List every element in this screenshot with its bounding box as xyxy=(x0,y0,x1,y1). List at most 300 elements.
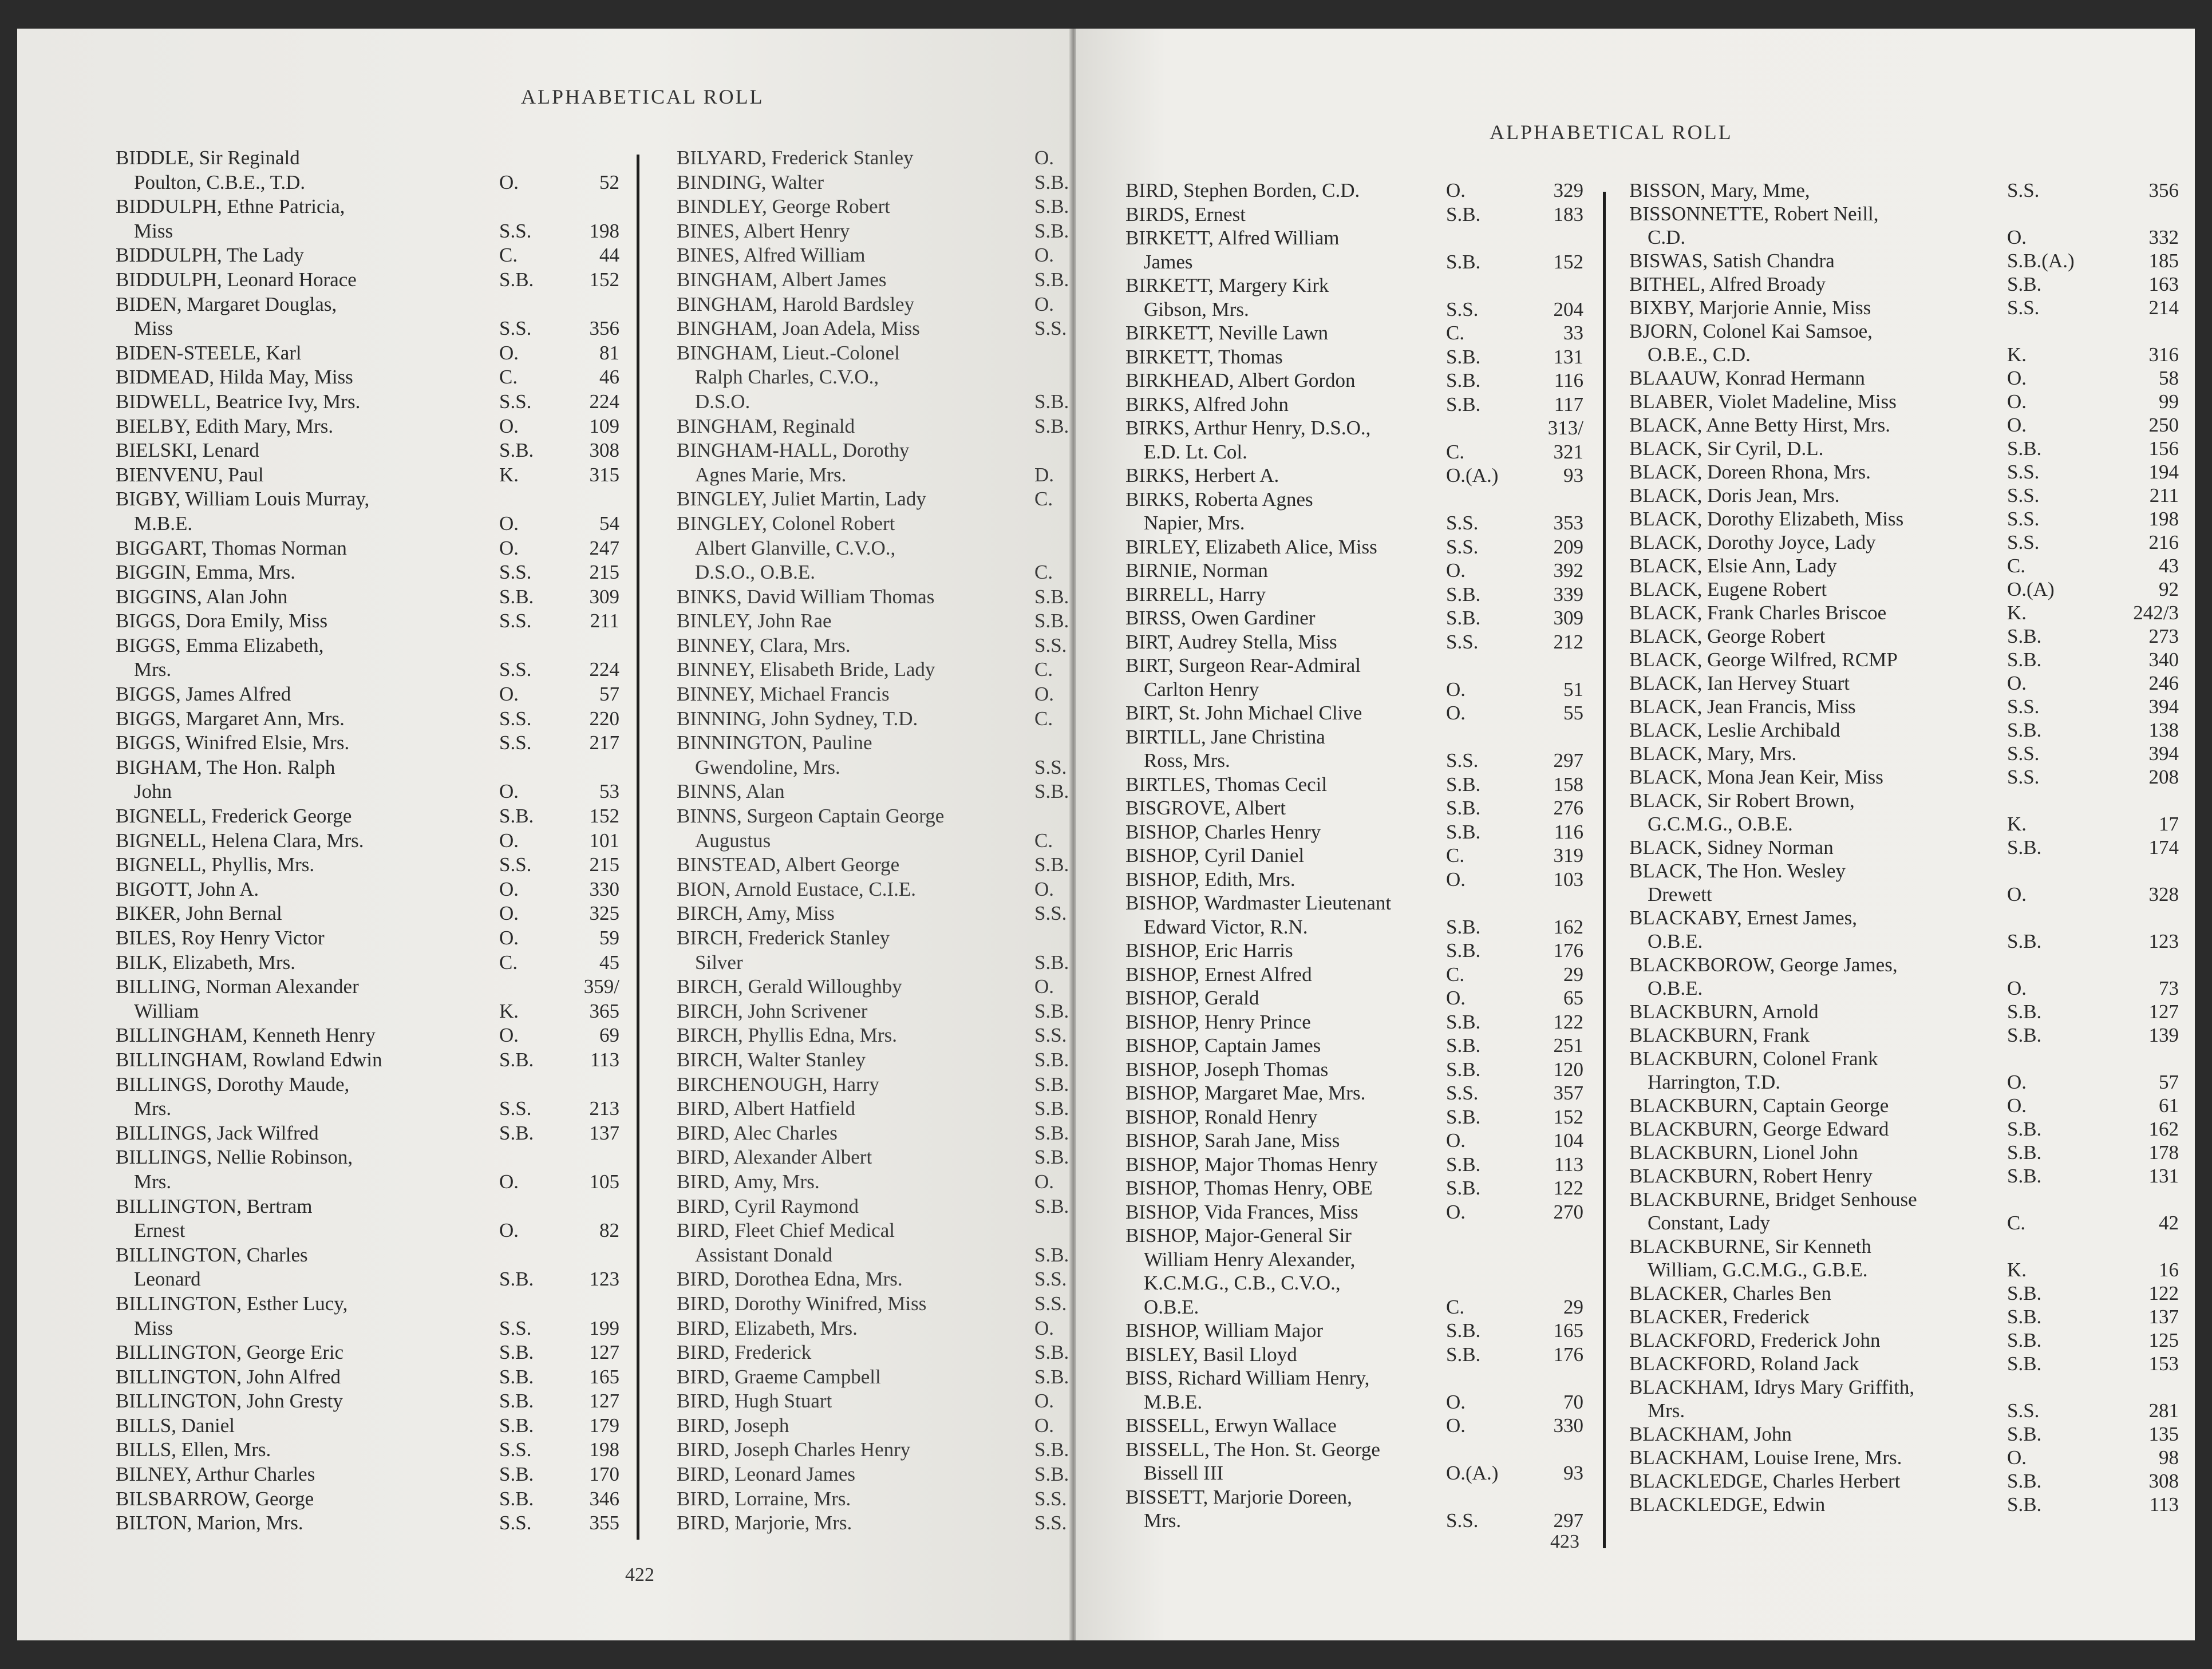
roll-entry xyxy=(1629,202,2179,226)
entry-rank: S.B. xyxy=(1034,171,1069,193)
roll-entry xyxy=(116,219,619,244)
entry-name: D.S.O. xyxy=(695,390,750,413)
roll-entry xyxy=(1125,891,1583,915)
entry-rank: C. xyxy=(1446,440,1465,463)
entry-name: BIGBY, William Louis Murray, xyxy=(116,488,370,511)
entry-rank: C. xyxy=(1446,963,1465,986)
entry-page-ref: 122 xyxy=(1553,1177,1583,1199)
entry-page-ref: 57 xyxy=(2159,1071,2179,1093)
roll-entry xyxy=(1629,695,2179,718)
entry-rank: S.B. xyxy=(1034,414,1069,437)
entry-name: BLABER, Violet Madeline, Miss xyxy=(1629,390,1897,413)
entry-page-ref: 53 xyxy=(599,780,619,803)
entry-page-ref: 309 xyxy=(589,585,619,608)
roll-entry xyxy=(116,1414,619,1438)
entry-rank: S.B. xyxy=(1034,1195,1069,1217)
roll-entry xyxy=(116,1121,619,1146)
entry-page-ref: 101 xyxy=(589,829,619,852)
entry-page-ref: 123 xyxy=(589,1268,619,1291)
roll-entry xyxy=(677,219,1069,244)
roll-entry xyxy=(116,999,619,1024)
entry-rank: O. xyxy=(499,536,519,559)
entry-name: BIRLEY, Elizabeth Alice, Miss xyxy=(1125,535,1377,558)
entry-name: BLACK, Doris Jean, Mrs. xyxy=(1629,484,1840,507)
entry-rank: O.(A.) xyxy=(1446,1462,1499,1484)
entry-name: BIRTILL, Jane Christina xyxy=(1125,725,1325,748)
entry-rank: O. xyxy=(1034,292,1054,315)
entry-page-ref: 163 xyxy=(2148,273,2179,295)
entry-page-ref: 153 xyxy=(2148,1352,2179,1375)
roll-entry xyxy=(1629,648,2179,671)
roll-entry xyxy=(677,634,1066,658)
entry-name: M.B.E. xyxy=(134,512,193,535)
roll-entry xyxy=(116,365,619,390)
roll-entry xyxy=(1629,1023,2179,1047)
entry-name: BLACK, Mary, Mrs. xyxy=(1629,742,1797,765)
roll-entry xyxy=(677,901,1066,926)
entry-name: BIRKS, Arthur Henry, D.S.O., xyxy=(1125,417,1371,439)
entry-rank: O. xyxy=(2007,1446,2027,1469)
entry-name: BISLEY, Basil Lloyd xyxy=(1125,1343,1297,1366)
roll-entry xyxy=(1125,654,1583,678)
entry-rank: S.B. xyxy=(2007,719,2042,741)
entry-rank: S.S. xyxy=(499,1316,532,1339)
entry-name: BIDMEAD, Hilda May, Miss xyxy=(116,366,353,389)
entry-page-ref: 29 xyxy=(1563,1295,1583,1318)
roll-entry xyxy=(116,1292,619,1316)
entry-name: William xyxy=(134,999,199,1022)
roll-entry xyxy=(116,1267,619,1292)
entry-rank: S.S. xyxy=(1446,749,1479,772)
roll-entry xyxy=(116,438,619,463)
entry-name: BIRKETT, Neville Lawn xyxy=(1125,322,1329,344)
entry-rank: S.S. xyxy=(1034,317,1067,340)
roll-entry xyxy=(1629,1305,2179,1328)
entry-page-ref: 365 xyxy=(589,999,619,1022)
roll-entry xyxy=(1629,390,2179,413)
entry-rank: S.S. xyxy=(1446,1509,1479,1532)
entry-rank: O. xyxy=(499,683,519,706)
entry-name: BISHOP, William Major xyxy=(1125,1319,1324,1342)
roll-entry xyxy=(1125,1414,1583,1438)
entry-name: BIRKS, Alfred John xyxy=(1125,393,1289,416)
entry-name: BIRD, Lorraine, Mrs. xyxy=(677,1487,851,1510)
roll-entry xyxy=(1629,1235,2179,1258)
entry-name: BIRD, Dorothy Winifred, Miss xyxy=(677,1292,927,1315)
roll-entry xyxy=(1629,1469,2179,1493)
entry-name: BISHOP, Gerald xyxy=(1125,987,1259,1009)
entry-page-ref: 297 xyxy=(1553,1509,1583,1532)
roll-entry xyxy=(1125,393,1583,417)
entry-name: BISHOP, Margaret Mae, Mrs. xyxy=(1125,1082,1366,1104)
entry-name: BIRCH, Phyllis Edna, Mrs. xyxy=(677,1024,898,1047)
entry-name: BLACK, Eugene Robert xyxy=(1629,578,1827,600)
entry-rank: S.S. xyxy=(2007,484,2040,507)
entry-name: BIGOTT, John A. xyxy=(116,877,259,900)
entry-name: BISSON, Mary, Mme, xyxy=(1629,179,1810,201)
entry-rank: O. xyxy=(2007,414,2027,436)
roll-entry xyxy=(1125,820,1583,844)
roll-entry xyxy=(1629,601,2179,624)
entry-page-ref: 152 xyxy=(589,805,619,828)
roll-entry xyxy=(1629,437,2179,460)
entry-page-ref: 319 xyxy=(1553,844,1583,867)
entry-rank: S.S. xyxy=(2007,179,2040,201)
entry-page-ref: 179 xyxy=(589,1414,619,1437)
roll-entry xyxy=(677,414,1069,439)
entry-name: BLACK, Mona Jean Keir, Miss xyxy=(1629,766,1883,788)
roll-entry xyxy=(116,195,619,219)
entry-name: BINGHAM, Harold Bardsley xyxy=(677,292,915,315)
roll-entry xyxy=(1125,1058,1583,1082)
entry-rank: S.B. xyxy=(1034,1121,1069,1144)
entry-name: BIRD, Graeme Campbell xyxy=(677,1365,881,1388)
entry-name: John xyxy=(134,780,172,803)
roll-entry xyxy=(116,829,619,853)
entry-page-ref: 57 xyxy=(599,683,619,706)
entry-rank: S.B. xyxy=(1034,585,1069,608)
roll-entry xyxy=(1629,460,2179,484)
entry-page-ref: 113 xyxy=(590,1048,619,1071)
roll-entry xyxy=(1125,583,1583,607)
entry-name: Bissell III xyxy=(1144,1462,1224,1484)
entry-rank: O. xyxy=(499,1170,519,1193)
roll-entry xyxy=(116,1243,619,1268)
roll-entry xyxy=(677,292,1066,317)
roll-entry xyxy=(677,926,1066,951)
entry-page-ref: 346 xyxy=(589,1487,619,1510)
entry-page-ref: 212 xyxy=(1553,630,1583,653)
entry-rank: S.B. xyxy=(1446,1010,1481,1033)
entry-rank: S.B. xyxy=(1034,780,1069,803)
entry-rank: S.B. xyxy=(1446,1177,1481,1199)
column-3 xyxy=(1125,179,1583,1533)
entry-name: BILLINGS, Nellie Robinson, xyxy=(116,1146,353,1169)
entry-page-ref: 82 xyxy=(599,1219,619,1242)
entry-page-ref: 215 xyxy=(589,561,619,584)
entry-name: O.B.E. xyxy=(1648,977,1703,999)
entry-page-ref: 356 xyxy=(2148,179,2179,201)
entry-rank: S.B. xyxy=(499,439,534,462)
entry-name: BLACK, Sir Robert Brown, xyxy=(1629,789,1855,812)
entry-name: BILSBARROW, George xyxy=(116,1487,314,1510)
entry-rank: O. xyxy=(1446,702,1466,724)
entry-rank: O. xyxy=(499,414,519,437)
roll-entry xyxy=(116,756,619,780)
roll-entry xyxy=(1125,535,1583,559)
entry-page-ref: 51 xyxy=(1563,678,1583,701)
entry-rank: O. xyxy=(499,780,519,803)
entry-page-ref: 44 xyxy=(599,244,619,267)
entry-page-ref: 33 xyxy=(1563,322,1583,344)
entry-page-ref: 224 xyxy=(589,390,619,413)
entry-rank: S.S. xyxy=(1446,298,1479,321)
entry-page-ref: 99 xyxy=(2159,390,2179,413)
entry-name: BIRDS, Ernest xyxy=(1125,203,1246,226)
entry-rank: S.S. xyxy=(499,1512,532,1534)
entry-name: Drewett xyxy=(1648,883,1712,905)
entry-rank: S.B. xyxy=(1034,268,1069,291)
entry-name: BIDEN, Margaret Douglas, xyxy=(116,292,337,315)
column-2 xyxy=(677,146,1069,1536)
roll-entry xyxy=(116,951,619,975)
roll-entry xyxy=(677,853,1069,877)
entry-name: BILLINGS, Dorothy Maude, xyxy=(116,1073,350,1095)
roll-entry xyxy=(1125,1129,1583,1153)
roll-entry xyxy=(116,1438,619,1462)
entry-rank: S.B. xyxy=(2007,1165,2042,1187)
roll-entry xyxy=(116,901,619,926)
entry-page-ref: 250 xyxy=(2148,414,2179,436)
entry-rank: S.S. xyxy=(499,610,532,632)
roll-entry xyxy=(1125,1200,1583,1224)
entry-rank: S.S. xyxy=(1446,512,1479,534)
roll-entry xyxy=(677,463,1066,488)
roll-entry xyxy=(116,341,619,366)
entry-name: BIRD, Fleet Chief Medical xyxy=(677,1219,895,1242)
entry-name: BILLINGTON, Charles xyxy=(116,1243,308,1266)
entry-name: BIRD, Alexander Albert xyxy=(677,1146,872,1169)
entry-rank: D. xyxy=(1034,463,1054,486)
entry-page-ref: 316 xyxy=(2148,343,2179,366)
entry-rank: S.S. xyxy=(1034,1512,1067,1534)
entry-name: BINNINGTON, Pauline xyxy=(677,731,872,754)
roll-entry xyxy=(677,756,1066,780)
entry-page-ref: 104 xyxy=(1553,1129,1583,1152)
entry-name: BISHOP, Eric Harris xyxy=(1125,939,1293,962)
entry-name: BILLS, Daniel xyxy=(116,1414,235,1437)
roll-entry xyxy=(1125,1461,1583,1485)
entry-rank: S.B. xyxy=(499,1487,534,1510)
entry-name: BLACKBURN, Lionel John xyxy=(1629,1141,1858,1164)
entry-rank: S.B. xyxy=(2007,1141,2042,1164)
roll-entry xyxy=(677,1316,1066,1341)
entry-page-ref: 131 xyxy=(1553,345,1583,368)
entry-name: BINGHAM, Lieut.-Colonel xyxy=(677,341,900,364)
entry-page-ref: 158 xyxy=(1553,773,1583,796)
book-spread xyxy=(17,29,2195,1640)
entry-name: BIRD, Joseph xyxy=(677,1414,789,1437)
roll-entry xyxy=(116,390,619,414)
entry-rank: S.B. xyxy=(2007,1423,2042,1445)
roll-entry xyxy=(677,1389,1066,1414)
roll-entry xyxy=(1629,1047,2179,1070)
roll-entry xyxy=(1125,1438,1583,1462)
entry-name: BINKS, David William Thomas xyxy=(677,585,935,608)
entry-name: BIRD, Cyril Raymond xyxy=(677,1195,859,1217)
page-header: ALPHABETICAL ROLL xyxy=(1490,121,1733,144)
entry-name: O.B.E. xyxy=(1144,1295,1199,1318)
entry-rank: S.B. xyxy=(2007,930,2042,952)
entry-page-ref: 199 xyxy=(589,1316,619,1339)
entry-name: BIRCH, Frederick Stanley xyxy=(677,927,890,949)
roll-entry xyxy=(677,243,1066,268)
roll-entry xyxy=(1125,369,1583,393)
entry-rank: S.S. xyxy=(1446,630,1479,653)
roll-entry xyxy=(1629,953,2179,976)
roll-entry xyxy=(1125,250,1583,274)
roll-entry xyxy=(116,1048,619,1073)
entry-page-ref: 139 xyxy=(2148,1024,2179,1046)
entry-name: BINNEY, Clara, Mrs. xyxy=(677,634,851,656)
entry-name: BIDEN-STEELE, Karl xyxy=(116,341,302,364)
roll-entry xyxy=(116,804,619,829)
roll-entry xyxy=(1629,507,2179,531)
entry-page-ref: 122 xyxy=(1553,1010,1583,1033)
entry-rank: S.S. xyxy=(499,1438,532,1461)
entry-page-ref: 273 xyxy=(2148,625,2179,647)
entry-rank: S.B. xyxy=(1446,915,1481,938)
page-number: 423 xyxy=(1550,1531,1579,1552)
roll-entry xyxy=(677,1145,1069,1170)
roll-entry xyxy=(677,1267,1066,1292)
entry-name: D.S.O., O.B.E. xyxy=(695,561,816,584)
entry-rank: S.B. xyxy=(1034,1438,1069,1461)
entry-name: BILLINGTON, John Alfred xyxy=(116,1365,341,1388)
page-number: 422 xyxy=(625,1564,654,1585)
entry-rank: S.S. xyxy=(499,317,532,340)
roll-entry xyxy=(1125,1224,1583,1248)
entry-name: BILLINGHAM, Kenneth Henry xyxy=(116,1024,376,1047)
entry-page-ref: 162 xyxy=(1553,915,1583,938)
column-rule xyxy=(637,155,639,1540)
roll-entry xyxy=(677,877,1066,902)
roll-entry xyxy=(1629,554,2179,578)
entry-name: BIRCH, Gerald Willoughby xyxy=(677,975,902,998)
roll-entry xyxy=(677,1121,1069,1146)
entry-name: BLACKBURN, Captain George xyxy=(1629,1094,1889,1117)
roll-entry xyxy=(677,1438,1069,1462)
entry-name: BIDDULPH, Ethne Patricia, xyxy=(116,195,345,218)
roll-entry xyxy=(116,1511,619,1536)
entry-name: BISSELL, The Hon. St. George xyxy=(1125,1438,1380,1461)
entry-name: BIENVENU, Paul xyxy=(116,463,264,486)
roll-entry xyxy=(116,1023,619,1048)
roll-entry xyxy=(677,390,1069,414)
entry-name: BISS, Richard William Henry, xyxy=(1125,1367,1370,1389)
entry-rank: S.B. xyxy=(499,585,534,608)
roll-entry xyxy=(677,609,1069,634)
entry-rank: O. xyxy=(499,829,519,852)
entry-rank: S.S. xyxy=(499,561,532,584)
roll-entry xyxy=(677,536,1066,561)
entry-rank: S.B. xyxy=(1034,195,1069,218)
entry-name: BINGLEY, Juliet Martin, Lady xyxy=(677,488,926,511)
entry-name: Mrs. xyxy=(134,1170,172,1193)
entry-rank: S.B. xyxy=(2007,1306,2042,1328)
entry-name: BLACK, Dorothy Joyce, Lady xyxy=(1629,531,1876,553)
entry-name: BLACK, The Hon. Wesley xyxy=(1629,860,1846,882)
roll-entry xyxy=(1125,678,1583,702)
roll-entry xyxy=(116,512,619,536)
roll-entry xyxy=(1629,1352,2179,1375)
entry-name: O.B.E., C.D. xyxy=(1648,343,1751,366)
roll-entry xyxy=(1629,272,2179,296)
roll-entry xyxy=(116,171,619,195)
roll-entry xyxy=(1125,796,1583,820)
entry-name: BISHOP, Sarah Jane, Miss xyxy=(1125,1129,1340,1152)
roll-entry xyxy=(116,1145,619,1170)
entry-rank: S.B. xyxy=(1034,1243,1069,1266)
entry-name: BIDDULPH, Leonard Horace xyxy=(116,268,357,291)
roll-entry xyxy=(1125,1319,1583,1343)
roll-entry xyxy=(677,682,1066,707)
entry-name: BIGHAM, The Hon. Ralph xyxy=(116,756,335,778)
entry-name: BISHOP, Vida Frances, Miss xyxy=(1125,1200,1358,1223)
entry-page-ref: 211 xyxy=(590,610,619,632)
roll-entry xyxy=(1629,624,2179,648)
entry-page-ref: 281 xyxy=(2148,1399,2179,1422)
roll-entry xyxy=(1125,1105,1583,1129)
roll-entry xyxy=(1629,812,2179,836)
entry-page-ref: 394 xyxy=(2148,695,2179,718)
roll-entry xyxy=(677,804,1066,829)
entry-rank: S.S. xyxy=(1034,1292,1067,1315)
entry-rank: S.B. xyxy=(499,1365,534,1388)
entry-name: BLACK, Sidney Norman xyxy=(1629,836,1834,859)
entry-page-ref: 211 xyxy=(2149,484,2179,507)
roll-entry xyxy=(677,1365,1069,1390)
entry-page-ref: 152 xyxy=(1553,1105,1583,1128)
entry-page-ref: 98 xyxy=(2159,1446,2179,1469)
entry-page-ref: 29 xyxy=(1563,963,1583,986)
entry-page-ref: 276 xyxy=(1553,797,1583,819)
entry-page-ref: 315 xyxy=(589,463,619,486)
entry-rank: C. xyxy=(1034,707,1053,730)
roll-entry xyxy=(1629,836,2179,859)
entry-rank: K. xyxy=(2007,813,2027,835)
entry-rank: S.B. xyxy=(1034,1048,1069,1071)
roll-entry xyxy=(1629,578,2179,601)
entry-name: BINSTEAD, Albert George xyxy=(677,853,900,876)
entry-rank: S.S. xyxy=(1034,634,1067,656)
entry-rank: C. xyxy=(2007,555,2026,577)
entry-page-ref: 81 xyxy=(599,341,619,364)
entry-rank: S.B. xyxy=(1446,773,1481,796)
entry-rank: S.B. xyxy=(2007,1470,2042,1492)
entry-name: BILYARD, Frederick Stanley xyxy=(677,147,914,169)
roll-entry xyxy=(116,1487,619,1512)
entry-name: BIRRELL, Harry xyxy=(1125,583,1266,606)
entry-rank: C. xyxy=(2007,1212,2026,1234)
entry-page-ref: 355 xyxy=(589,1512,619,1534)
entry-page-ref: 138 xyxy=(2148,719,2179,741)
entry-name: BLACKHAM, Idrys Mary Griffith, xyxy=(1629,1376,1915,1398)
entry-name: BISHOP, Ernest Alfred xyxy=(1125,963,1312,986)
roll-entry xyxy=(677,1023,1066,1048)
roll-entry xyxy=(1125,559,1583,583)
roll-entry xyxy=(1125,1271,1583,1295)
roll-entry xyxy=(116,780,619,804)
entry-rank: O. xyxy=(1446,559,1466,582)
entry-name: BISHOP, Wardmaster Lieutenant xyxy=(1125,892,1392,914)
entry-name: BLACKHAM, John xyxy=(1629,1423,1792,1445)
entry-name: BLACKFORD, Frederick John xyxy=(1629,1329,1881,1351)
entry-name: BILLINGTON, Bertram xyxy=(116,1195,313,1217)
entry-name: BIRCHENOUGH, Harry xyxy=(677,1073,879,1095)
roll-entry xyxy=(1125,488,1583,512)
entry-name: O.B.E. xyxy=(1648,930,1703,952)
entry-page-ref: 70 xyxy=(1563,1390,1583,1413)
entry-name: BIDWELL, Beatrice Ivy, Mrs. xyxy=(116,390,361,413)
entry-rank: C. xyxy=(1034,829,1053,852)
entry-rank: O. xyxy=(2007,1071,2027,1093)
entry-name: BILLINGTON, Esther Lucy, xyxy=(116,1292,348,1315)
entry-page-ref: 131 xyxy=(2148,1165,2179,1187)
entry-name: BIRD, Dorothea Edna, Mrs. xyxy=(677,1268,903,1291)
entry-name: BINLEY, John Rae xyxy=(677,610,832,632)
entry-name: BINNING, John Sydney, T.D. xyxy=(677,707,918,730)
